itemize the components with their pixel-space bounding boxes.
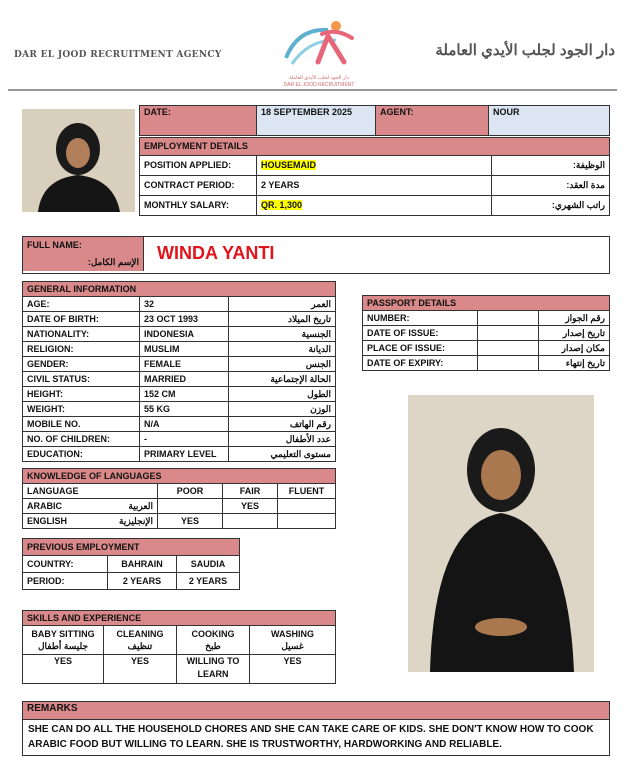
contract-label: CONTRACT PERIOD: (140, 176, 257, 196)
skill-cleaning-ar: تنظيف (127, 641, 153, 651)
salary-label: MONTHLY SALARY: (140, 196, 257, 216)
agency-name-ar: دار الجود لجلب الأيدي العاملة (435, 42, 615, 59)
education-label: EDUCATION: (23, 447, 140, 462)
skill-baby-sitting-value: YES (23, 655, 104, 684)
civil-status-value: MARRIED (140, 372, 229, 387)
language-header: LANGUAGE (23, 484, 158, 499)
table-row (23, 447, 336, 462)
table-row (363, 356, 610, 371)
age-label-ar: العمر (229, 297, 336, 312)
period-2: 2 YEARS (177, 573, 240, 590)
arabic-fair: YES (223, 499, 278, 514)
date-agent-table (139, 105, 610, 136)
header-divider (8, 89, 617, 91)
agency-logo (278, 14, 360, 88)
table-row (363, 311, 610, 326)
table-row (23, 514, 336, 529)
profile-photo-small (22, 109, 135, 212)
full-name-label-box (23, 237, 144, 271)
nationality-label-ar: الجنسية (229, 327, 336, 342)
mobile-value: N/A (140, 417, 229, 432)
table-row (23, 499, 336, 514)
dob-label: DATE OF BIRTH: (23, 312, 140, 327)
skill-washing-ar: غسيل (281, 641, 304, 651)
skill-baby-sitting-ar: جليسة أطفال (37, 641, 89, 651)
country-2: SAUDIA (177, 556, 240, 573)
country-label: COUNTRY: (23, 556, 108, 573)
contract-value: 2 YEARS (257, 176, 492, 196)
arabic-poor (158, 499, 223, 514)
remarks-title: REMARKS (23, 702, 609, 720)
children-label: NO. OF CHILDREN: (23, 432, 140, 447)
religion-label: RELIGION: (23, 342, 140, 357)
salary-label-ar: راتب الشهري: (492, 196, 610, 216)
issue-place-label-ar: مكان إصدار (539, 341, 610, 356)
skills-title: SKILLS AND EXPERIENCE (23, 611, 336, 626)
agent-label: AGENT: (376, 106, 489, 136)
table-row (23, 655, 336, 684)
table-row (363, 341, 610, 356)
weight-label: WEIGHT: (23, 402, 140, 417)
civil-status-label: CIVIL STATUS: (23, 372, 140, 387)
children-label-ar: عدد الأطفال (229, 432, 336, 447)
position-value: HOUSEMAID (261, 160, 317, 170)
table-row (23, 484, 336, 499)
skill-washing-value: YES (250, 655, 336, 684)
general-info-table (22, 281, 336, 462)
height-label-ar: الطول (229, 387, 336, 402)
weight-value: 55 KG (140, 402, 229, 417)
previous-employment-table (22, 538, 240, 590)
table-row (23, 312, 336, 327)
contract-label-ar: مدة العقد: (492, 176, 610, 196)
passport-number-label-ar: رقم الجواز (539, 311, 610, 326)
mobile-label-ar: رقم الهاتف (229, 417, 336, 432)
full-name-label-ar: الإسم الكامل: (87, 257, 139, 267)
fluent-header: FLUENT (278, 484, 336, 499)
table-row (23, 372, 336, 387)
religion-value: MUSLIM (140, 342, 229, 357)
date-value: 18 SEPTEMBER 2025 (257, 106, 376, 136)
skill-washing (250, 626, 336, 655)
date-label: DATE: (140, 106, 257, 136)
agency-logo-icon (278, 14, 360, 70)
table-row (23, 327, 336, 342)
english-label: ENGLISH (23, 514, 90, 529)
issue-place-label: PLACE OF ISSUE: (363, 341, 478, 356)
english-fluent (278, 514, 336, 529)
table-row (23, 573, 240, 590)
skill-cooking-value: WILLING TO LEARN (177, 655, 250, 684)
table-row (363, 326, 610, 341)
age-value: 32 (140, 297, 229, 312)
issue-date-label-ar: تاريخ إصدار (539, 326, 610, 341)
english-fair (223, 514, 278, 529)
civil-status-label-ar: الحالة الإجتماعية (229, 372, 336, 387)
portrait-icon (22, 109, 135, 212)
nationality-label: NATIONALITY: (23, 327, 140, 342)
languages-table (22, 468, 336, 529)
weight-label-ar: الوزن (229, 402, 336, 417)
employment-title: EMPLOYMENT DETAILS (140, 138, 610, 156)
height-value: 152 CM (140, 387, 229, 402)
table-row (23, 417, 336, 432)
logo-caption-ar: دار الجود لجلب الأيدي العاملة (289, 75, 349, 81)
profile-photo-large (408, 395, 594, 672)
table-row (23, 357, 336, 372)
table-row (23, 342, 336, 357)
arabic-fluent (278, 499, 336, 514)
skill-cleaning-value: YES (104, 655, 177, 684)
passport-table (362, 295, 610, 371)
full-name-value: WINDA YANTI (157, 243, 275, 263)
passport-number-value (478, 311, 539, 326)
expiry-date-label-ar: تاريخ إنتهاء (539, 356, 610, 371)
full-name-label: FULL NAME: (27, 240, 82, 250)
issue-date-value (478, 326, 539, 341)
agency-name-en: DAR EL JOOD RECRUITMENT AGENCY (14, 50, 222, 60)
table-row (23, 297, 336, 312)
remarks-box (22, 701, 610, 756)
table-row (23, 402, 336, 417)
table-row (23, 626, 336, 655)
skill-cleaning-en: CLEANING (116, 629, 164, 639)
skills-table (22, 610, 336, 684)
children-value: - (140, 432, 229, 447)
english-label-ar: الإنجليزية (89, 514, 158, 529)
gender-value: FEMALE (140, 357, 229, 372)
skill-baby-sitting (23, 626, 104, 655)
issue-place-value (478, 341, 539, 356)
previous-employment-title: PREVIOUS EMPLOYMENT (23, 539, 240, 556)
gender-label: GENDER: (23, 357, 140, 372)
skill-cooking (177, 626, 250, 655)
salary-value: QR. 1,300 (261, 200, 303, 210)
position-label: POSITION APPLIED: (140, 156, 257, 176)
table-row (23, 432, 336, 447)
skill-baby-sitting-en: BABY SITTING (31, 629, 95, 639)
skill-washing-en: WASHING (270, 629, 314, 639)
dob-value: 23 OCT 1993 (140, 312, 229, 327)
full-name-box (22, 236, 610, 274)
portrait-full-icon (408, 395, 594, 672)
dob-label-ar: تاريخ الميلاد (229, 312, 336, 327)
poor-header: POOR (158, 484, 223, 499)
age-label: AGE: (23, 297, 140, 312)
remarks-text: SHE CAN DO ALL THE HOUSEHOLD CHORES AND SHE CAN TAKE CARE OF KIDS. SHE DON'T KNOW HOW TO COOK ARABIC FOOD BUT WILLING TO LEARN. SHE IS TRUSTWORTHY, HARDWORKING AND RELIABLE. (28, 724, 594, 750)
passport-title: PASSPORT DETAILS (363, 296, 610, 311)
issue-date-label: DATE OF ISSUE: (363, 326, 478, 341)
table-row (23, 556, 240, 573)
position-label-ar: الوظيفة: (492, 156, 610, 176)
skill-cooking-ar: طبخ (205, 641, 221, 651)
arabic-label: ARABIC (23, 499, 90, 514)
nationality-value: INDONESIA (140, 327, 229, 342)
languages-title: KNOWLEDGE OF LANGUAGES (23, 469, 336, 484)
education-label-ar: مستوى التعليمي (229, 447, 336, 462)
fair-header: FAIR (223, 484, 278, 499)
skill-cleaning (104, 626, 177, 655)
employment-details-table (139, 137, 610, 216)
height-label: HEIGHT: (23, 387, 140, 402)
position-value-cell (257, 156, 492, 176)
country-1: BAHRAIN (108, 556, 177, 573)
logo-caption-en: DAR EL JOOD RECRUITMENT (283, 82, 355, 88)
education-value: PRIMARY LEVEL (140, 447, 229, 462)
expiry-date-value (478, 356, 539, 371)
general-info-title: GENERAL INFORMATION (23, 282, 336, 297)
arabic-label-ar: العربية (89, 499, 158, 514)
mobile-label: MOBILE NO. (23, 417, 140, 432)
salary-value-cell (257, 196, 492, 216)
skill-cooking-en: COOKING (191, 629, 235, 639)
period-1: 2 YEARS (108, 573, 177, 590)
table-row (23, 387, 336, 402)
passport-number-label: NUMBER: (363, 311, 478, 326)
english-poor: YES (158, 514, 223, 529)
agent-value: NOUR (489, 106, 610, 136)
period-label: PERIOD: (23, 573, 108, 590)
expiry-date-label: DATE OF EXPIRY: (363, 356, 478, 371)
gender-label-ar: الجنس (229, 357, 336, 372)
religion-label-ar: الديانة (229, 342, 336, 357)
